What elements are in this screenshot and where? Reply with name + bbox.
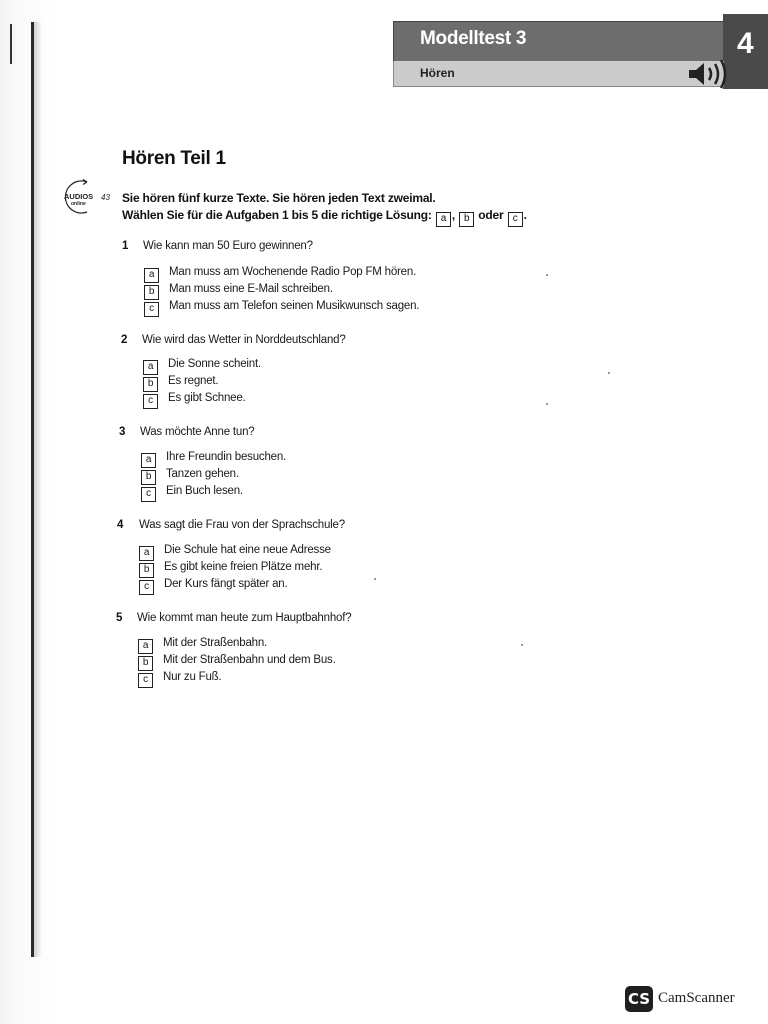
option-text: Man muss eine E-Mail schreiben. (169, 283, 333, 295)
chapter-number: 4 (737, 27, 754, 60)
checkbox-a[interactable]: a (143, 360, 158, 375)
header-subtitle: Hören (420, 66, 455, 80)
instruction-text: Wählen Sie für die Aufgaben 1 bis 5 die richtige Lösung: (122, 208, 432, 222)
checkbox-b[interactable]: b (144, 285, 159, 300)
option-text: Die Schule hat eine neue Adresse (164, 544, 331, 556)
option-text: Nur zu Fuß. (163, 671, 222, 683)
option-text: Man muss am Wochenende Radio Pop FM hören. (169, 266, 417, 278)
answer-option[interactable] (140, 468, 239, 485)
answer-option[interactable] (137, 637, 267, 654)
question-number: 2 (121, 334, 128, 346)
scan-speck (546, 403, 548, 405)
header-title: Modelltest 3 (420, 28, 527, 49)
scan-speck (521, 644, 523, 646)
checkbox-c[interactable]: c (141, 487, 156, 502)
scan-shadow (34, 22, 42, 957)
checkbox-b[interactable]: b (143, 377, 158, 392)
scan-speck (546, 274, 548, 276)
option-text: Mit der Straßenbahn. (163, 637, 268, 649)
option-text: Ihre Freundin besuchen. (166, 451, 287, 463)
answer-option[interactable] (142, 392, 246, 409)
checkbox-a[interactable]: a (138, 639, 153, 654)
scan-speck (374, 578, 376, 580)
option-text: Tanzen gehen. (166, 468, 239, 480)
checkbox-b[interactable]: b (138, 656, 153, 671)
question-number: 1 (122, 240, 129, 252)
answer-option[interactable] (142, 375, 218, 392)
answer-option[interactable] (143, 266, 416, 283)
checkbox-b[interactable]: b (139, 563, 154, 578)
answer-option[interactable] (143, 283, 333, 300)
checkbox-a[interactable]: a (144, 268, 159, 283)
question-number: 5 (116, 612, 123, 624)
option-text: Man muss am Telefon seinen Musikwunsch sagen. (169, 300, 420, 312)
scan-edge-mark (10, 24, 12, 64)
answer-option[interactable] (137, 654, 336, 671)
camscanner-label: CamScanner (658, 990, 735, 1006)
audio-track-number: 43 (101, 193, 110, 202)
checkbox-a[interactable]: a (139, 546, 154, 561)
checkbox-c[interactable]: c (143, 394, 158, 409)
answer-option[interactable] (137, 671, 222, 688)
checkbox-a[interactable]: a (141, 453, 156, 468)
question-text: Wie wird das Wetter in Norddeutschland? (142, 334, 346, 346)
audio-track-badge (57, 178, 117, 214)
audio-badge-label: AUDIOS (64, 192, 94, 201)
instruction-period: . (523, 208, 527, 222)
question-text: Was möchte Anne tun? (140, 426, 255, 438)
option-text: Es gibt Schnee. (168, 392, 246, 404)
speaker-icon (686, 58, 732, 90)
instruction-line-2 (122, 208, 527, 227)
option-text: Ein Buch lesen. (166, 485, 243, 497)
checkbox-c[interactable]: c (144, 302, 159, 317)
question-text: Wie kommt man heute zum Hauptbahnhof? (137, 612, 352, 624)
option-text: Die Sonne scheint. (168, 358, 261, 370)
checkbox-c[interactable]: c (138, 673, 153, 688)
answer-option[interactable] (138, 544, 331, 561)
section-title: Hören Teil 1 (122, 148, 226, 169)
answer-option[interactable] (140, 485, 243, 502)
option-text: Es gibt keine freien Plätze mehr. (164, 561, 323, 573)
solution-box-a: a (436, 212, 451, 227)
answer-option[interactable] (138, 578, 287, 595)
camscanner-logo: CS (625, 986, 653, 1012)
instruction-comma: , (451, 208, 456, 222)
instruction-or: oder (478, 208, 504, 222)
checkbox-c[interactable]: c (139, 580, 154, 595)
checkbox-b[interactable]: b (141, 470, 156, 485)
question-number: 4 (117, 519, 124, 531)
option-text: Es regnet. (168, 375, 219, 387)
option-text: Mit der Straßenbahn und dem Bus. (163, 654, 336, 666)
question-number: 3 (119, 426, 126, 438)
option-text: Der Kurs fängt später an. (164, 578, 288, 590)
solution-box-c: c (508, 212, 523, 227)
audio-badge-sub: online (71, 201, 86, 207)
question-text: Was sagt die Frau von der Sprachschule? (139, 519, 345, 531)
answer-option[interactable] (140, 451, 286, 468)
answer-option[interactable] (138, 561, 322, 578)
scan-speck (608, 372, 610, 374)
instruction-line-1: Sie hören fünf kurze Texte. Sie hören jeden Text zweimal. (122, 191, 436, 205)
solution-box-b: b (459, 212, 474, 227)
question-text: Wie kann man 50 Euro gewinnen? (143, 240, 313, 252)
answer-option[interactable] (143, 300, 419, 317)
answer-option[interactable] (142, 358, 261, 375)
